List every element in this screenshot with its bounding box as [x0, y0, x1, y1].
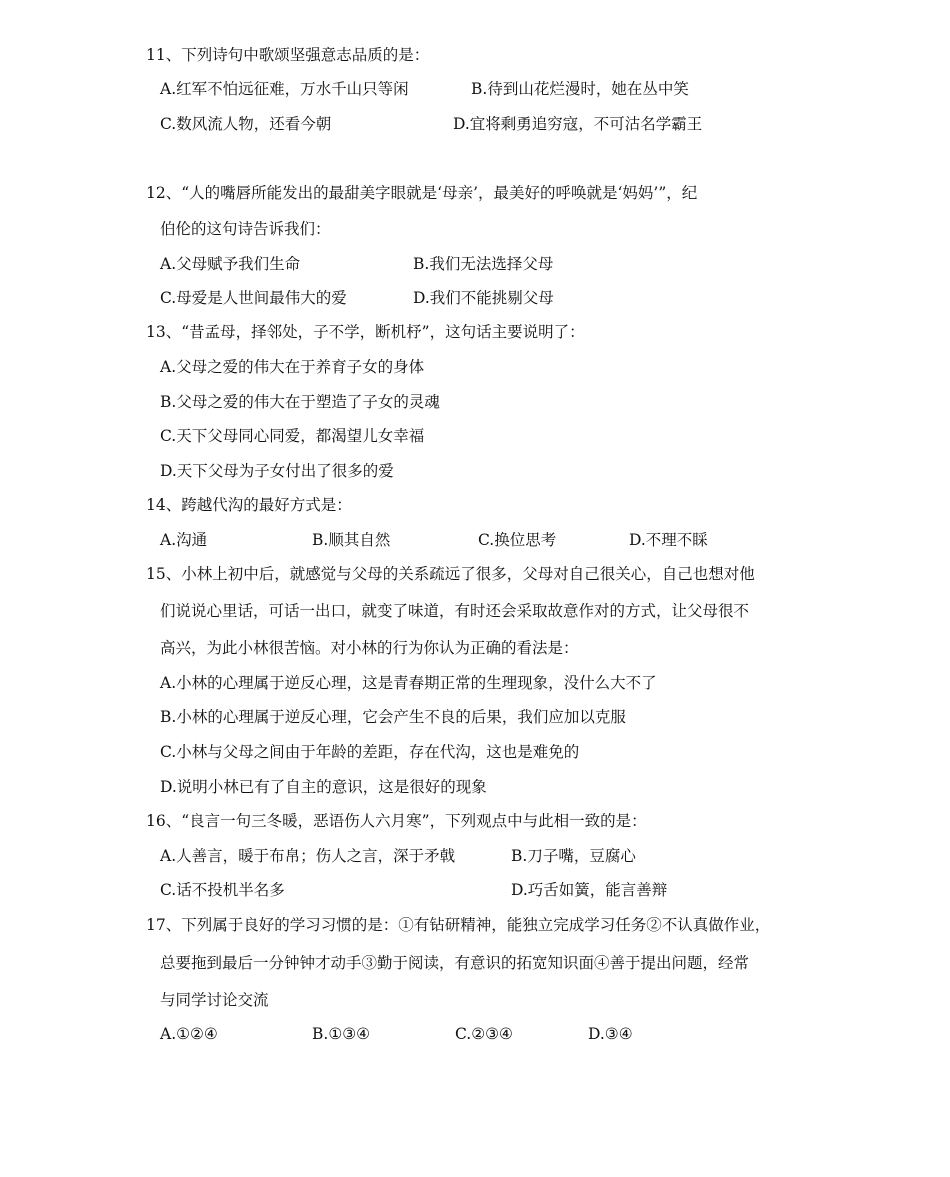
question-11-option-c: C.数风流人物，还看今朝: [160, 115, 332, 133]
question-12-option-d: D.我们不能挑剔父母: [413, 289, 554, 307]
question-15-option-a: A.小林的心理属于逆反心理，这是青春期正常的生理现象，没什么大不了: [160, 674, 657, 692]
question-11-option-a: A.红军不怕远征难，万水千山只等闲: [160, 80, 409, 98]
question-11-option-b: B.待到山花烂漫时，她在丛中笑: [471, 80, 689, 98]
question-17-stem-line-1: 17、下列属于良好的学习习惯的是：①有钻研精神，能独立完成学习任务②不认真做作业，: [146, 916, 771, 934]
question-12-stem-line-1: 12、“人的嘴唇所能发出的最甜美字眼就是‘母亲’，最美好的呼唤就是‘妈妈’”，纪: [146, 184, 698, 202]
question-15-option-b: B.小林的心理属于逆反心理，它会产生不良的后果，我们应加以克服: [160, 708, 626, 726]
question-11-option-d: D.宜将剩勇追穷寇，不可沽名学霸王: [453, 115, 703, 133]
question-15-stem-line-2: 们说说心里话，可话一出口，就变了味道，有时还会采取故意作对的方式，让父母很不: [160, 602, 750, 620]
question-17-option-b: B.①③④: [312, 1025, 371, 1043]
question-14-option-c: C.换位思考: [478, 531, 557, 549]
question-13-option-d: D.天下父母为子女付出了很多的爱: [160, 462, 394, 480]
question-17-option-a: A.①②④: [160, 1025, 218, 1043]
question-16-option-d: D.巧舌如簧，能言善辩: [511, 881, 668, 899]
question-12-stem-line-2: 伯伦的这句诗告诉我们：: [160, 220, 331, 238]
question-15-stem-line-3: 高兴，为此小林很苦恼。对小林的行为你认为正确的看法是：: [160, 639, 579, 657]
question-16-stem: 16、“良言一句三冬暖，恶语伤人六月寒”，下列观点中与此相一致的是：: [146, 812, 647, 830]
question-14-option-b: B.顺其自然: [312, 531, 391, 549]
question-13-option-b: B.父母之爱的伟大在于塑造了子女的灵魂: [160, 393, 440, 411]
question-12-option-b: B.我们无法选择父母: [413, 255, 554, 273]
question-14-stem: 14、跨越代沟的最好方式是：: [146, 496, 352, 514]
question-17-stem-line-2: 总要拖到最后一分钟钟才动手③勤于阅读，有意识的拓宽知识面④善于提出问题，经常: [160, 954, 750, 972]
question-11-stem: 11、下列诗句中歌颂坚强意志品质的是：: [146, 46, 430, 64]
question-14-option-a: A.沟通: [160, 531, 208, 549]
question-15-option-d: D.说明小林已有了自主的意识，这是很好的现象: [160, 778, 487, 796]
question-16-option-b: B.刀子嘴，豆腐心: [511, 847, 636, 865]
question-17-stem-line-3: 与同学讨论交流: [160, 991, 269, 1009]
question-14-option-d: D.不理不睬: [629, 531, 708, 549]
question-13-option-c: C.天下父母同心同爱，都渴望儿女幸福: [160, 427, 425, 445]
question-15-option-c: C.小林与父母之间由于年龄的差距，存在代沟，这也是难免的: [160, 743, 580, 761]
question-17-option-d: D.③④: [588, 1025, 633, 1043]
question-16-option-c: C.话不投机半名多: [160, 881, 285, 899]
question-12-option-a: A.父母赋予我们生命: [160, 255, 301, 273]
question-13-stem: 13、“昔孟母，择邻处，子不学，断机杼”，这句话主要说明了：: [146, 323, 585, 341]
question-17-option-c: C.②③④: [455, 1025, 513, 1043]
question-13-option-a: A.父母之爱的伟大在于养育子女的身体: [160, 358, 425, 376]
question-16-option-a: A.人善言，暖于布帛；伤人之言，深于矛戟: [160, 847, 456, 865]
question-15-stem-line-1: 15、小林上初中后，就感觉与父母的关系疏远了很多，父母对自己很关心，自己也想对他: [146, 565, 755, 583]
question-12-option-c: C.母爱是人世间最伟大的爱: [160, 289, 347, 307]
